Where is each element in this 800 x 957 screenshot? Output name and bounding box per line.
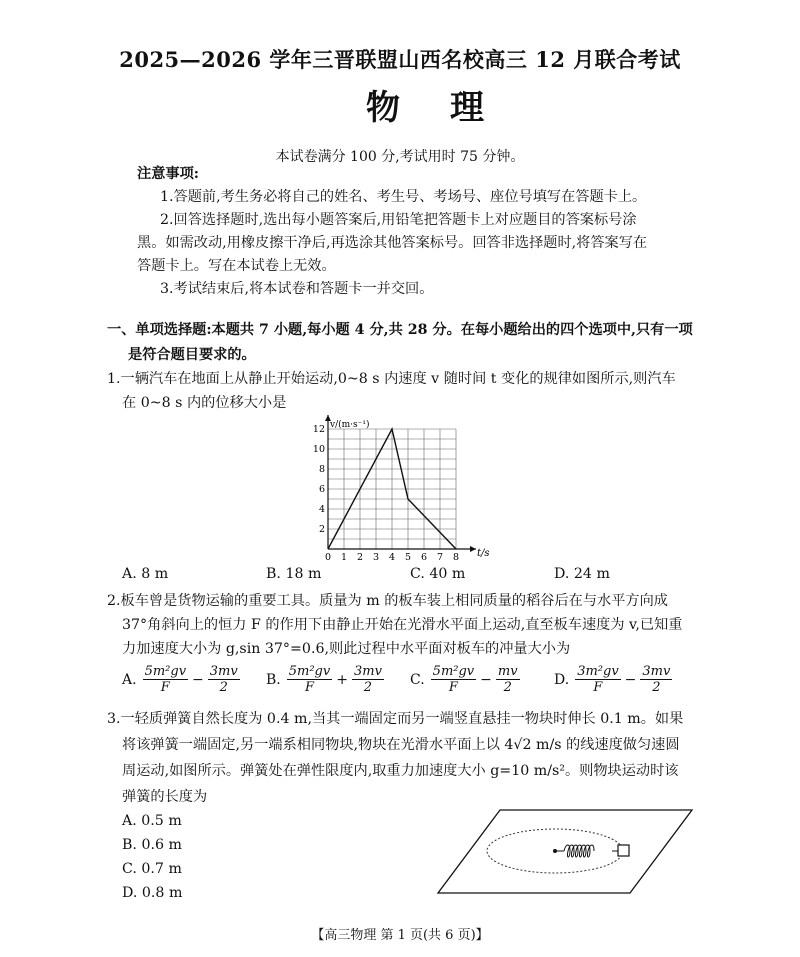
- q3-option-a: A. 0.5 m: [122, 813, 182, 829]
- notes-line-2c: 答题卡上。写在本试卷上无效。: [137, 258, 336, 274]
- y-tick-label: 2: [318, 524, 325, 535]
- horizontal-plane: [438, 810, 692, 893]
- q2-line-1: 2.板车曾是货物运输的重要工具。质量为 m 的板车装上相同质量的稻谷后在与水平方向成: [107, 593, 668, 609]
- y-tick-label: 4: [318, 504, 325, 515]
- frac-numerator: 5m²gv: [432, 664, 475, 679]
- block-object: [618, 845, 629, 856]
- q2-option-label: A.: [122, 671, 137, 688]
- frac-numerator: 5m²gv: [144, 664, 187, 679]
- frac-denominator: F: [593, 680, 603, 695]
- frac-numerator: 3mv: [209, 664, 238, 679]
- vt-graph: [300, 412, 500, 562]
- x-tick-label: 8: [452, 552, 460, 562]
- exam-title: 2025—2026 学年三晋联盟山西名校高三 12 月联合考试: [119, 47, 681, 72]
- frac-numerator: 3m²gv: [577, 664, 619, 679]
- frac-numerator: 5m²gv: [288, 664, 331, 679]
- operator-sign: −: [192, 671, 204, 688]
- operator-sign: −: [624, 671, 637, 688]
- spring-coil: [564, 845, 594, 857]
- exam-info: 本试卷满分 100 分,考试用时 75 分钟。: [275, 149, 525, 165]
- x-tick-label: 2: [356, 552, 364, 562]
- frac-denominator: 2: [363, 680, 373, 695]
- frac-denominator: F: [304, 680, 314, 695]
- graph-tick-labels: [313, 424, 459, 562]
- q3-option-d: D. 0.8 m: [122, 885, 183, 901]
- q3-line-2: 将该弹簧一端固定,另一端系相同物块,物块在光滑水平面上以 4√2 m/s 的线速度做匀速圆: [122, 737, 680, 753]
- subject-title: 物理: [366, 88, 534, 128]
- notes-line-1: 1.答题前,考生务必将自己的姓名、考生号、考场号、座位号填写在答题卡上。: [160, 189, 647, 205]
- operator-sign: −: [480, 671, 492, 688]
- q2-line-3: 力加速度大小为 g,sin 37°=0.6,则此过程中水平面对板车的冲量大小为: [122, 641, 571, 657]
- q1-option-c: C. 40 m: [410, 566, 466, 582]
- notes-line-3: 3.考试结束后,将本试卷和答题卡一并交回。: [160, 281, 434, 297]
- q3-line-1: 3.一轻质弹簧自然长度为 0.4 m,当其一端固定而另一端竖直悬挂一物块时伸长 0.1 m。如果: [107, 711, 684, 727]
- y-tick-label: 10: [312, 444, 325, 455]
- x-tick-label: 6: [420, 552, 428, 562]
- q2-option-a: [122, 664, 242, 695]
- q2-option-label: D.: [554, 671, 570, 688]
- frac-numerator: 3mv: [353, 664, 382, 679]
- page-footer: 【高三物理 第 1 页(共 6 页)】: [311, 928, 489, 943]
- notes-line-2b: 黑。如需改动,用橡皮擦干净后,再选涂其他答案标号。回答非选择题时,将答案写在: [137, 235, 648, 251]
- x-tick-label: 7: [436, 552, 444, 562]
- x-axis-label: t/s: [477, 548, 490, 559]
- x-tick-label: 0: [324, 552, 332, 562]
- q2-line-2: 37°角斜向上的恒力 F 的作用下由静止开始在光滑水平面上运动,直至板车速度为 v,已知重: [122, 617, 683, 633]
- q1-option-a: A. 8 m: [122, 566, 169, 582]
- q2-option-d: [554, 664, 674, 695]
- q3-line-3: 周运动,如图所示。弹簧处在弹性限度内,取重力加速度大小 g=10 m/s²。则物块运动时该: [122, 763, 679, 779]
- notes-heading: 注意事项:: [137, 166, 199, 182]
- x-tick-label: 3: [372, 552, 380, 562]
- frac-numerator: mv: [497, 664, 518, 679]
- q1-line-1: 1.一辆汽车在地面上从静止开始运动,0~8 s 内速度 v 随时间 t 变化的规律如图所示,则汽车: [107, 371, 676, 387]
- notes-line-2a: 2.回答选择题时,选出每小题答案后,用铅笔把答题卡上对应题目的答案标号涂: [160, 212, 637, 228]
- frac-denominator: F: [448, 680, 458, 695]
- y-tick-label: 8: [318, 464, 325, 475]
- y-tick-label: 12: [312, 424, 325, 435]
- y-axis-label: v/(m·s⁻¹): [330, 420, 370, 430]
- x-tick-label: 1: [340, 552, 348, 562]
- q1-option-d: D. 24 m: [554, 566, 610, 582]
- q3-option-b: B. 0.6 m: [122, 837, 182, 853]
- y-tick-label: 6: [318, 484, 325, 495]
- q1-option-b: B. 18 m: [266, 566, 322, 582]
- operator-sign: +: [336, 671, 348, 688]
- q1-line-2: 在 0~8 s 内的位移大小是: [122, 395, 287, 411]
- q3-option-c: C. 0.7 m: [122, 861, 182, 877]
- frac-denominator: 2: [503, 680, 512, 695]
- q3-line-4: 弹簧的长度为: [122, 789, 208, 805]
- graph-grid: [328, 429, 456, 549]
- section1-line-1: 一、单项选择题:本题共 7 小题,每小题 4 分,共 28 分。在每小题给出的四个选项中,只有一项: [107, 322, 693, 338]
- q2-option-b: [266, 664, 386, 695]
- frac-numerator: 3mv: [642, 664, 671, 679]
- section1-line-2: 是符合题目要求的。: [128, 347, 256, 363]
- frac-denominator: 2: [652, 680, 661, 695]
- q2-option-label: C.: [410, 671, 425, 688]
- spring-circular-motion-diagram: [430, 805, 700, 900]
- x-axis-arrow: [470, 546, 476, 552]
- frac-denominator: 2: [219, 680, 228, 695]
- x-tick-label: 4: [388, 552, 396, 562]
- q2-option-c: [410, 664, 522, 695]
- q2-option-label: B.: [266, 671, 281, 688]
- frac-denominator: F: [160, 680, 170, 695]
- graph-axes: [325, 415, 476, 552]
- x-tick-label: 5: [404, 552, 412, 562]
